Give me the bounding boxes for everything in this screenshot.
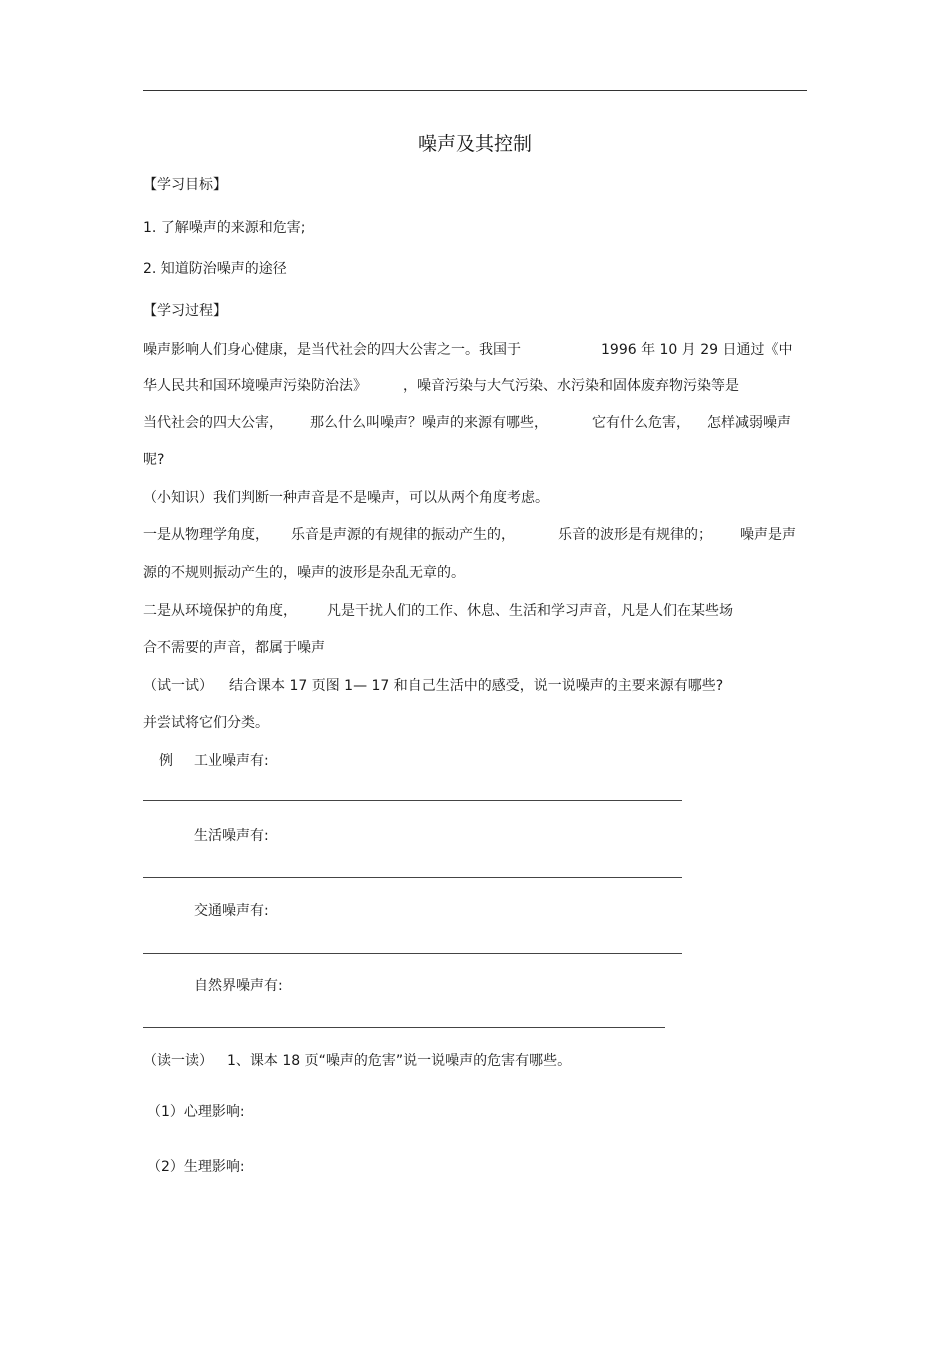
knowledge-line-4b: 凡是干扰人们的工作、休息、生活和学习声音，凡是人们在某些场	[327, 603, 733, 619]
example-label: 例	[159, 753, 173, 769]
knowledge-line-2c: 乐音的波形是有规律的；	[558, 527, 712, 543]
answer-line-daily-life[interactable]	[143, 877, 682, 878]
question-psychological: （1）心理影响:	[147, 1104, 245, 1120]
knowledge-line-1: （小知识）我们判断一种声音是不是噪声，可以从两个角度考虑。	[143, 490, 549, 506]
header-rule	[143, 90, 807, 91]
intro-line-3c: 它有什么危害，	[592, 415, 690, 431]
try-line-1: 结合课本 17 页图 1— 17 和自己生活中的感受，说一说噪声的主要来源有哪些?	[229, 678, 724, 694]
answer-line-traffic[interactable]	[143, 953, 682, 954]
answer-line-industrial[interactable]	[143, 800, 682, 801]
intro-line-1a: 噪声影响人们身心健康，是当代社会的四大公害之一。我国于	[143, 342, 521, 358]
goal-item-1: 1. 了解噪声的来源和危害;	[143, 220, 306, 236]
intro-line-3b: 那么什么叫噪声？噪声的来源有哪些，	[310, 415, 548, 431]
question-physiological: （2）生理影响:	[147, 1159, 245, 1175]
page-title: 噪声及其控制	[417, 133, 532, 155]
knowledge-line-2a: 一是从物理学角度，	[143, 527, 269, 543]
knowledge-line-2d: 噪声是声	[740, 527, 796, 543]
category-industrial: 工业噪声有:	[194, 753, 269, 769]
process-header: 【学习过程】	[143, 303, 227, 319]
read-label: （读一读）	[143, 1053, 213, 1069]
goals-header: 【学习目标】	[143, 177, 227, 193]
intro-line-2a: 华人民共和国环境噪声污染防治法》	[143, 378, 367, 394]
knowledge-line-4a: 二是从环境保护的角度，	[143, 603, 297, 619]
intro-line-4: 呢?	[143, 452, 165, 468]
read-line-1: 1、课本 18 页“噪声的危害”说一说噪声的危害有哪些。	[227, 1053, 572, 1069]
intro-line-2b: ，噪音污染与大气污染、水污染和固体废弃物污染等是	[403, 378, 739, 394]
category-daily-life: 生活噪声有:	[194, 828, 269, 844]
intro-line-3d: 怎样减弱噪声	[707, 415, 791, 431]
knowledge-line-5: 合不需要的声音，都属于噪声	[143, 640, 325, 656]
try-label: （试一试）	[143, 678, 213, 694]
try-line-2: 并尝试将它们分类。	[143, 715, 269, 731]
category-nature: 自然界噪声有:	[194, 978, 283, 994]
intro-line-1b: 1996 年 10 月 29 日通过《中	[601, 342, 793, 358]
knowledge-line-2b: 乐音是声源的有规律的振动产生的，	[291, 527, 515, 543]
knowledge-line-3: 源的不规则振动产生的，噪声的波形是杂乱无章的。	[143, 565, 465, 581]
answer-line-nature[interactable]	[143, 1027, 665, 1028]
goal-item-2: 2. 知道防治噪声的途径	[143, 261, 287, 277]
category-traffic: 交通噪声有:	[194, 903, 269, 919]
intro-line-3a: 当代社会的四大公害，	[143, 415, 283, 431]
